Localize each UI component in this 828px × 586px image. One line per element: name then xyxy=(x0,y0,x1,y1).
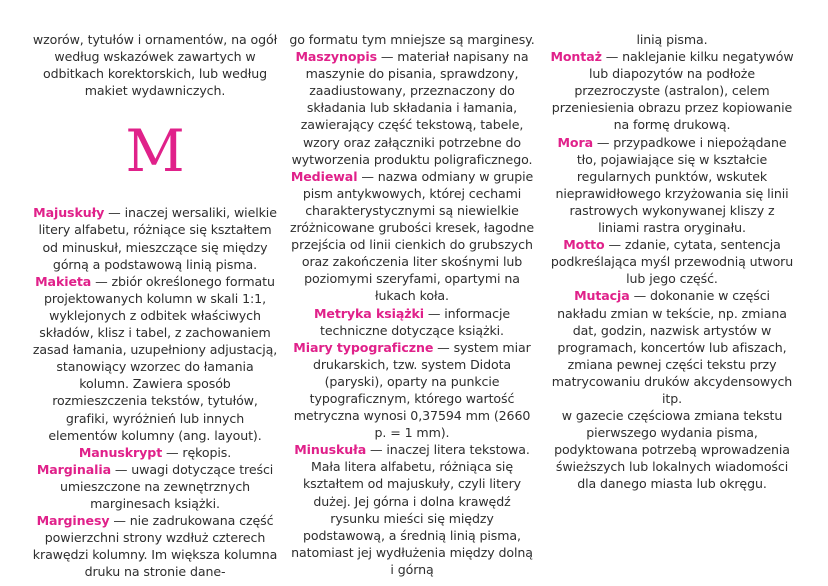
definition-makieta: — zbiór określonego formatu projektowanych kolumn w skali 1:1, wyklejonych z odbitek właściwych składów, klisz i tabel, z zachowaniem zasad łamania, uzupełniony adjustacją, stanowiący wzorzec do łamania kolumn. Zawiera sposób rozmieszczenia tekstów, tytułów, grafiki, wyróżnień lub innych elementów kolumny (ang. layout). xyxy=(32,273,278,443)
term-minuskula: Minuskuła xyxy=(294,442,367,458)
term-motto: Motto xyxy=(563,237,605,253)
definition-metryka-ksiazki: — informacje techniczne dotyczące książki. xyxy=(320,305,511,338)
definition-mutacja: — dokonanie w części nakładu zmian w tekście, np. zmiana dat, godzin, nazwisk artystów w programach, koncertów lub afiszach, zmiana pewnej części tekstu przy matrycowaniu druków akcydensowych itp. xyxy=(551,288,793,406)
entry-maszynopis xyxy=(289,48,535,168)
entry-mediewal xyxy=(289,168,535,305)
definition-majuskuly: — inaczej wersaliki, wielkie litery alfabetu, różniące się kształtem od minuskuł, mieszczące się między górną a podstawową linią pisma. xyxy=(38,205,277,272)
definition-mora: — przypadkowe i niepożądane tło, pojawiające się w kształcie regularnych punktów, wskutek nieprawidłowego krzyżowania się linii rastrowych wykonywanej kliszy z liniami rastra oryginału. xyxy=(555,134,789,236)
entry-motto xyxy=(548,236,796,287)
mutacja-continuation: w gazecie częściowa zmiana tekstu pierwszego wydania pisma, podyktowana potrzebą wprowadzenia świeższych lub lokalnych wiadomości dla danego miasta lub okręgu. xyxy=(554,408,790,492)
entry-makieta xyxy=(32,273,278,444)
column-3 xyxy=(548,31,796,493)
column-2 xyxy=(289,31,535,578)
intro-text: wzorów, tytułów i ornamentów, na ogół według wskazówek zawartych w odbitkach korektorskich, lub według makiet wydawniczych. xyxy=(32,32,278,99)
entry-majuskuly xyxy=(32,204,278,272)
entry-metryka-ksiazki xyxy=(289,305,535,339)
entry-mora xyxy=(548,134,796,237)
term-miary-typograficzne: Miary typograficzne xyxy=(293,339,434,355)
entry-montaz xyxy=(548,48,796,133)
term-montaz: Montaż xyxy=(550,49,602,65)
term-marginalia: Marginalia xyxy=(36,461,111,477)
definition-marginesy: — nie zadrukowana część powierzchni strony wzdłuż czterech krawędzi kolumny. Im większa kolumna druku na stronie dane- xyxy=(32,513,278,580)
section-letter: M xyxy=(125,117,185,186)
term-mora: Mora xyxy=(557,134,593,150)
entry-miary-typograficzne xyxy=(289,339,535,442)
definition-minuskula: — inaczej litera tekstowa. Mała litera alfabetu, różniąca się kształtem od majuskuły, czyli litery dużej. Jej górna i dolna krawędź rysunku mieści się między podstawową, a średnią linią pisma, natomiast jej wydłużenia między dolną i górną xyxy=(291,442,533,577)
term-majuskuly: Majuskuły xyxy=(33,205,105,221)
definition-manuskrypt: — rękopis. xyxy=(162,444,232,460)
definition-miary-typograficzne: — system miar drukarskich, tzw. system Didota (paryski), oparty na punkcie typograficznym, którego wartość metryczna wynosi 0,37594 mm (2660 p. = 1 mm). xyxy=(293,339,531,441)
entry-mutacja xyxy=(548,287,796,407)
continued-text: go formatu tym mniejsze są marginesy. xyxy=(289,32,535,47)
term-marginesy: Marginesy xyxy=(36,513,110,529)
entry-marginalia xyxy=(32,461,278,512)
entry-marginesy xyxy=(32,512,278,580)
column-1 xyxy=(32,31,278,580)
definition-mediewal: — nazwa odmiany w grupie pism antykwowych, której cechami charakterystycznymi są niewielkie zróżnicowane grubości kresek, łagodne przejścia od linii cienkich do grubszych oraz zakończenia liter skośnymi lub poziomymi szeryfami, opartymi na łukach koła. xyxy=(289,168,535,304)
definition-marginalia: — uwagi dotyczące treści umieszczone na zewnętrznych marginesach książki. xyxy=(59,461,274,511)
term-manuskrypt: Manuskrypt xyxy=(78,444,163,460)
definition-maszynopis: — materiał napisany na maszynie do pisania, sprawdzony, zaadiustowany, przeznaczony do składania lub składania i łamania, zawierający część tekstową, tabele, wzory oraz załączniki potrzebne do wytworzenia produktu poligraficznego. xyxy=(291,49,533,167)
definition-montaz: — naklejanie kilku negatywów lub diapozytów na podłoże przezroczyste (astralon), celem przeniesienia obrazu przez kopiowanie na formę drukową. xyxy=(551,49,794,133)
continued-text: linią pisma. xyxy=(636,32,708,47)
entry-minuskula xyxy=(289,441,535,578)
term-mutacja: Mutacja xyxy=(574,288,630,304)
term-makieta: Makieta xyxy=(35,273,92,289)
entry-manuskrypt xyxy=(32,444,278,461)
term-mediewal: Mediewal xyxy=(290,168,358,184)
term-metryka-ksiazki: Metryka książki xyxy=(313,305,424,321)
term-maszynopis: Maszynopis xyxy=(295,49,377,65)
definition-motto: — zdanie, cytata, sentencja podkreślająca myśl przewodnią utworu lub jego część. xyxy=(550,237,794,287)
